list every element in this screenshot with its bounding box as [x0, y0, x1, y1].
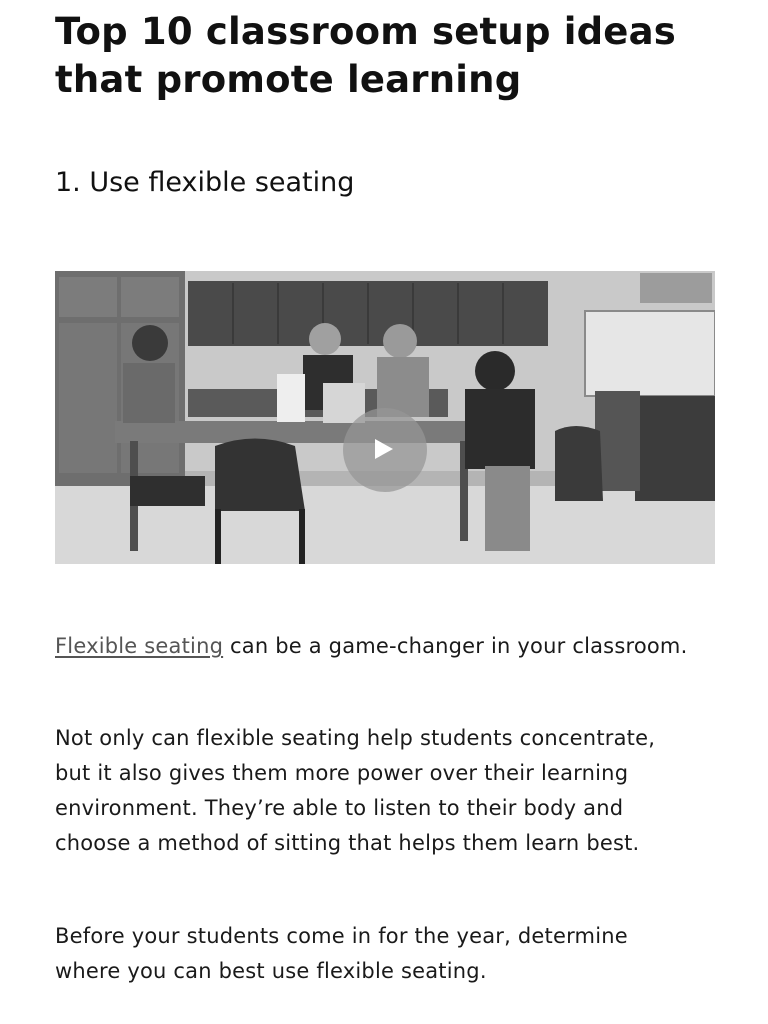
- paragraph-intro: [55, 629, 695, 664]
- article-title: Top 10 classroom setup ideas that promote learning: [55, 10, 676, 101]
- flexible-seating-link[interactable]: Flexible seating: [55, 634, 224, 658]
- play-icon: [375, 439, 393, 459]
- play-button[interactable]: [343, 408, 427, 492]
- paragraph-benefits: Not only can flexible seating help students concentrate, but it also gives them more power over their learning environment. They’re able to listen to their body and choose a method of sitting that helps them learn best.: [55, 726, 656, 855]
- paragraph-intro-text: can be a game-changer in your classroom.: [223, 634, 688, 658]
- section-heading: 1. Use flexible seating: [55, 167, 355, 198]
- paragraph-planning: Before your students come in for the year, determine where you can best use flexible seating.: [55, 924, 628, 983]
- video-player[interactable]: [55, 271, 715, 564]
